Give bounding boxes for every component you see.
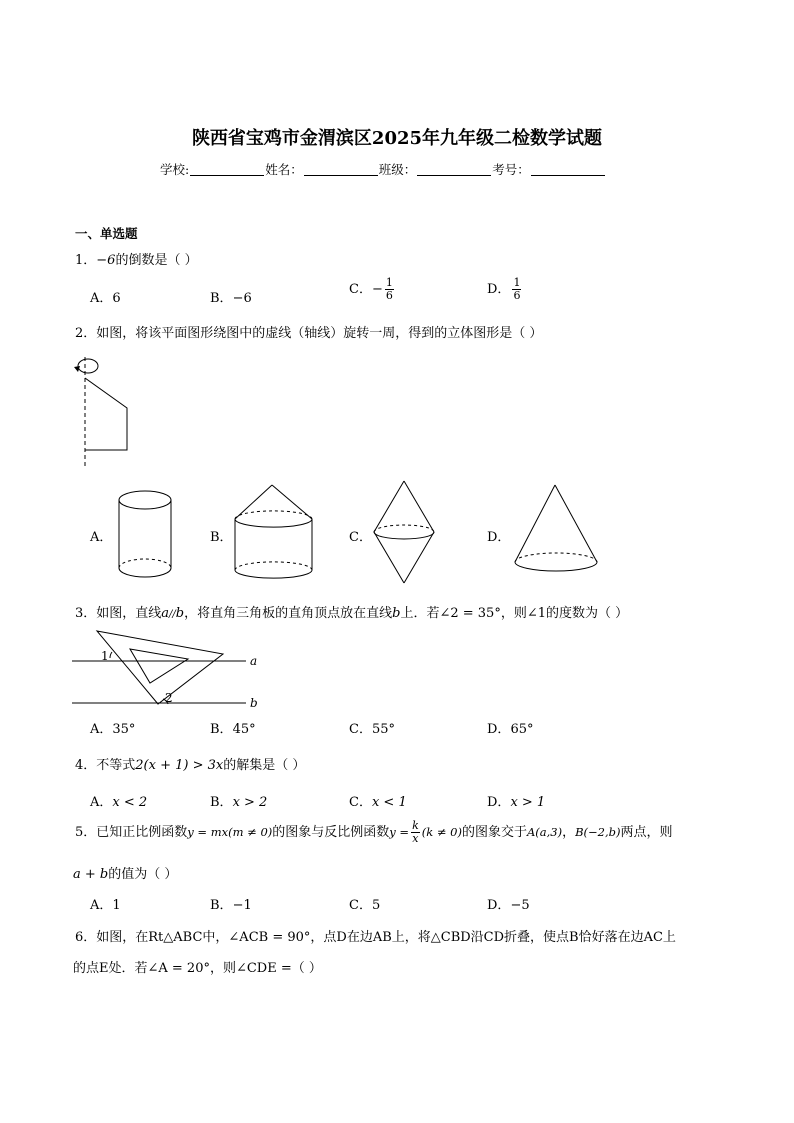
line-b-label: b bbox=[250, 696, 258, 710]
question-4-stem: 4．不等式2(x + 1) > 3x的解集是（ ） bbox=[75, 758, 306, 773]
q1-c-fraction: $\frac{1}{6}$ bbox=[385, 276, 393, 302]
q3-option-b[interactable]: B．45° bbox=[210, 722, 256, 737]
q1-option-b[interactable]: B．−6 bbox=[210, 291, 252, 306]
section-title: 一、单选题 bbox=[75, 226, 138, 241]
q5-option-b[interactable]: B．−1 bbox=[210, 898, 252, 913]
q5-option-a[interactable]: A．1 bbox=[90, 898, 121, 913]
q4-option-d[interactable]: D．x > 1 bbox=[487, 795, 546, 810]
question-6-stem-line1: 6．如图，在Rt△ABC中，∠ACB = 90°，点D在边AB上，将△CBD沿CD折叠，使点B恰好落在边AC上 bbox=[75, 930, 676, 945]
class-label: 班级： bbox=[378, 162, 417, 177]
line-a-label: a bbox=[250, 654, 258, 668]
question-6-stem-line2: 的点E处．若∠A = 20°，则∠CDE =（ ） bbox=[73, 961, 322, 976]
q2-option-b[interactable]: B． bbox=[210, 530, 233, 545]
q3-option-a[interactable]: A．35° bbox=[90, 722, 136, 737]
question-5-stem-line2: a + b的值为（ ） bbox=[73, 867, 178, 882]
q4-option-c[interactable]: C．x < 1 bbox=[349, 795, 407, 810]
q4-option-a[interactable]: A．x < 2 bbox=[90, 795, 148, 810]
angle-2-label: 2 bbox=[165, 691, 173, 705]
question-2-stem: 2．如图，将该平面图形绕图中的虚线（轴线）旋转一周，得到的立体图形是（ ） bbox=[75, 326, 543, 341]
q2-option-a[interactable]: A． bbox=[90, 530, 113, 545]
q1-text: 的倒数是（ ） bbox=[115, 253, 198, 268]
exam-no-label: 考号： bbox=[492, 162, 530, 177]
q1-option-d[interactable]: D． $\frac{1}{6}$ bbox=[487, 276, 521, 302]
q3-option-d[interactable]: D．65° bbox=[487, 722, 534, 737]
q4-option-b[interactable]: B．x > 2 bbox=[210, 795, 268, 810]
q3-option-c[interactable]: C．55° bbox=[349, 722, 395, 737]
q5-option-d[interactable]: D．−5 bbox=[487, 898, 530, 913]
q1-option-a[interactable]: A．6 bbox=[90, 291, 121, 306]
question-3-stem: 3．如图，直线a//b，将直角三角板的直角顶点放在直线b上．若∠2 = 35°，则∠1的度数为（ ） bbox=[75, 606, 629, 621]
question-5-stem-line1: 5．已知正比例函数y = mx(m ≠ 0)的图象与反比例函数y = $\frac{k}{x}$ (k ≠ 0)的图象交于A(a,3)，B(−2,b)两点，则 bbox=[75, 819, 673, 845]
school-label: 学校: bbox=[160, 162, 190, 177]
angle-1-label: 1 bbox=[101, 649, 109, 663]
q2-option-c[interactable]: C． bbox=[349, 530, 372, 545]
name-label: 姓名： bbox=[265, 162, 303, 177]
q2-option-d[interactable]: D． bbox=[487, 530, 511, 545]
page-title: 陕西省宝鸡市金渭滨区2025年九年级二检数学试题 bbox=[191, 128, 603, 149]
q1-d-fraction: $\frac{1}{6}$ bbox=[513, 276, 521, 302]
q5-option-c[interactable]: C．5 bbox=[349, 898, 381, 913]
q1-number: 1． bbox=[75, 253, 97, 268]
q1-math: −6 bbox=[96, 253, 116, 268]
q1-option-c[interactable]: C．− $\frac{1}{6}$ bbox=[349, 276, 393, 302]
